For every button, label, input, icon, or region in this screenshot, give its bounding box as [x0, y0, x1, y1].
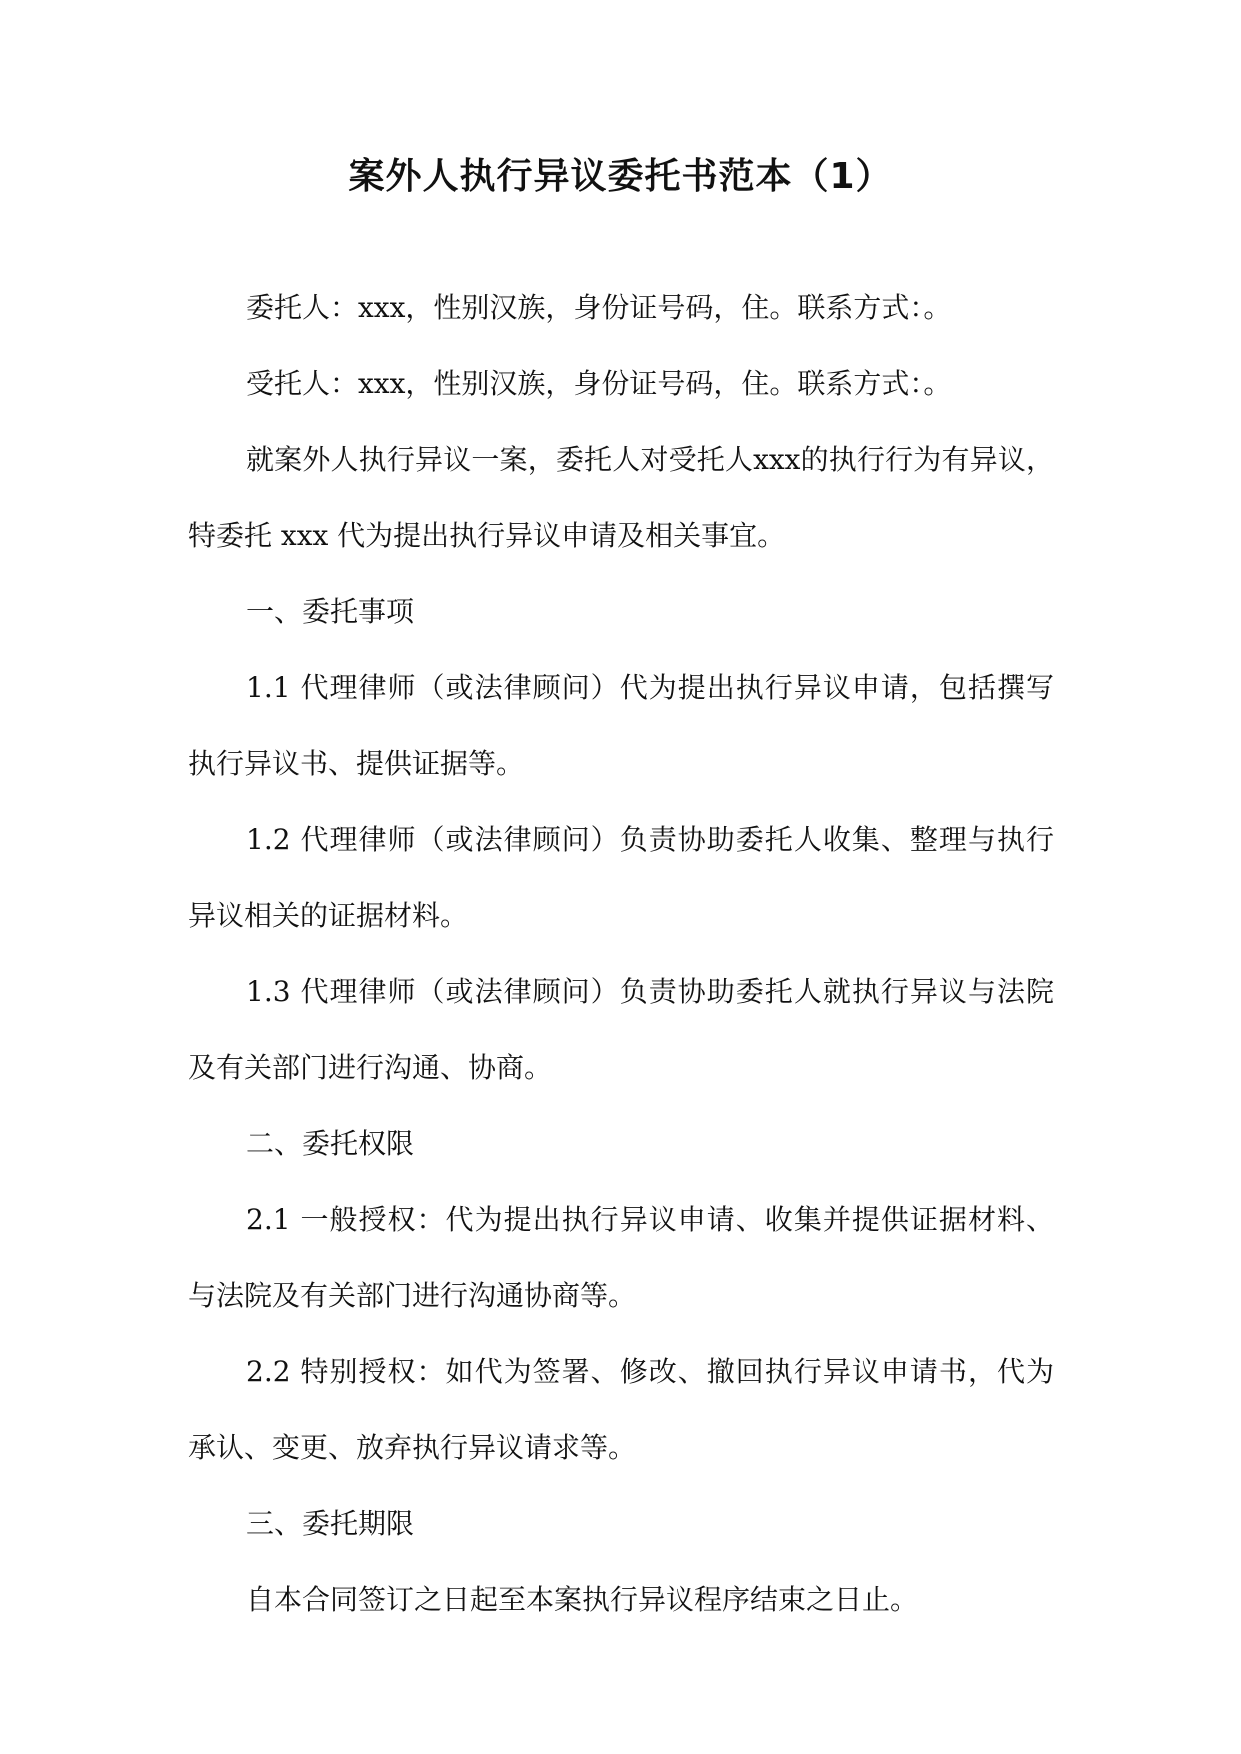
section-heading-authority: 二、委托权限: [246, 1127, 415, 1160]
term-text: 自本合同签订之日起至本案执行异议程序结束之日止。: [246, 1583, 919, 1616]
clause-1-2: 1.2 代理律师（或法律顾问）负责协助委托人收集、整理与执行异议相关的证据材料。: [188, 823, 1054, 932]
clause-1-3: 1.3 代理律师（或法律顾问）负责协助委托人就执行异议与法院及有关部门进行沟通、协商。: [188, 975, 1054, 1084]
clause-1-1: 1.1 代理律师（或法律顾问）代为提出执行异议申请，包括撰写执行异议书、提供证据等。: [188, 671, 1054, 780]
section-heading-term: 三、委托期限: [246, 1507, 415, 1540]
paragraph-agent: 受托人：xxx，性别汉族，身份证号码，住。联系方式：。: [246, 367, 952, 400]
paragraph-purpose: 就案外人执行异议一案，委托人对受托人xxx的执行行为有异议，特委托 xxx 代为提出执行异议申请及相关事宜。: [188, 443, 1054, 552]
document-body: [188, 270, 1054, 1638]
clause-2-2: 2.2 特别授权：如代为签署、修改、撤回执行异议申请书，代为承认、变更、放弃执行异议请求等。: [188, 1355, 1054, 1464]
paragraph-principal: 委托人：xxx，性别汉族，身份证号码，住。联系方式：。: [246, 291, 952, 324]
section-heading-matters: 一、委托事项: [246, 595, 415, 628]
clause-2-1: 2.1 一般授权：代为提出执行异议申请、收集并提供证据材料、与法院及有关部门进行沟通协商等。: [188, 1203, 1054, 1312]
document-title: 案外人执行异议委托书范本（1）: [348, 156, 893, 197]
